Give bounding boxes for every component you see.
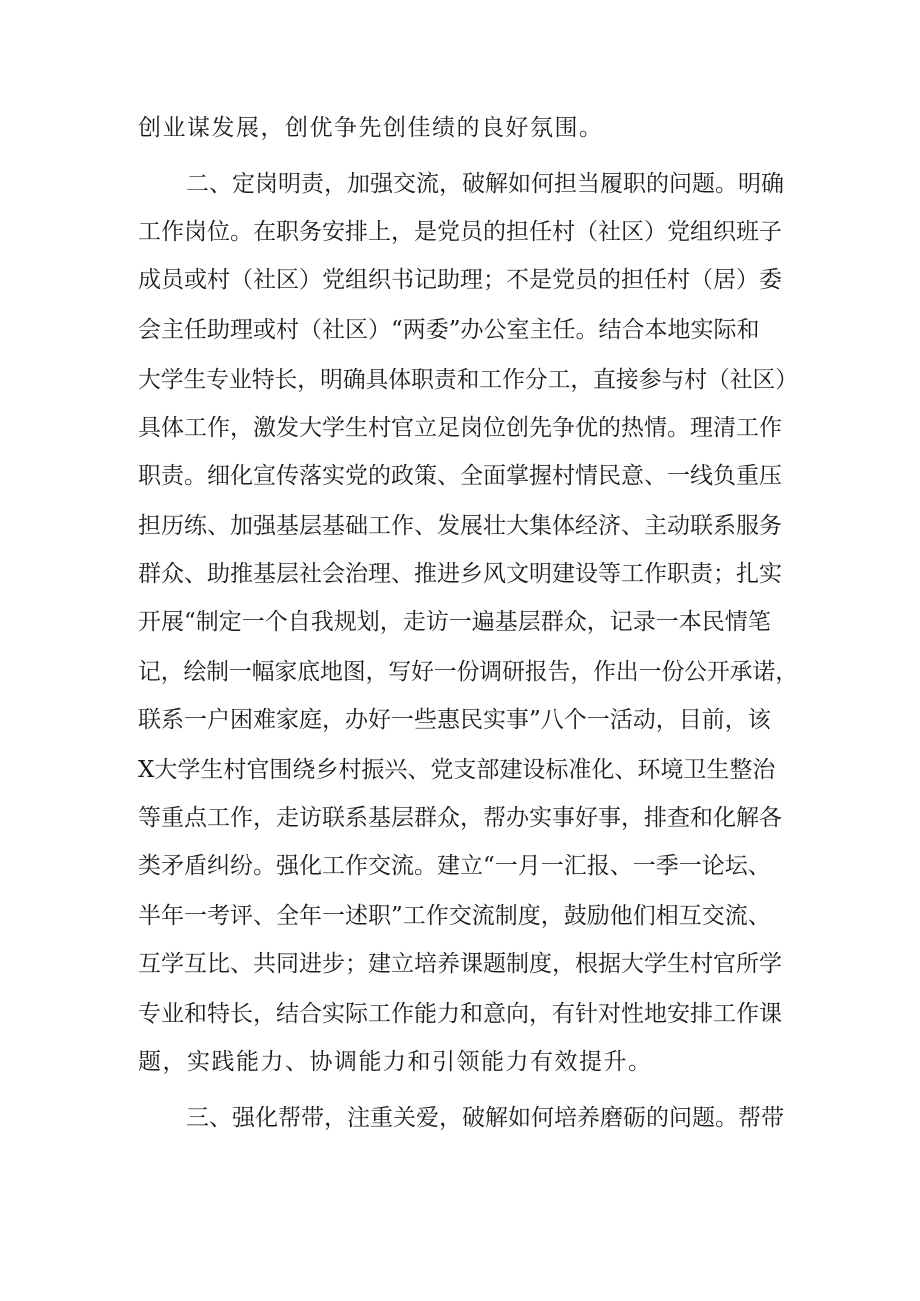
- text-line: 职责。细化宣传落实党的政策、全面掌握村情民意、一线负重压: [138, 463, 782, 489]
- text-line: 担历练、加强基层基础工作、发展壮大集体经济、主动联系服务: [138, 513, 782, 539]
- text-line: 会主任助理或村（社区）“两委”办公室主任。结合本地实际和: [138, 317, 760, 343]
- text-line: X大学生村官围绕乡村振兴、党支部建设标准化、环境卫生整治: [138, 757, 776, 783]
- text-line: 专业和特长，结合实际工作能力和意向，有针对性地安排工作课: [138, 1001, 782, 1027]
- text-line: 具体工作，激发大学生村官立足岗位创先争优的热情。理清工作: [138, 415, 782, 441]
- text-line: 互学互比、共同进步；建立培养课题制度，根据大学生村官所学: [138, 951, 782, 977]
- text-line: 题，实践能力、协调能力和引领能力有效提升。: [138, 1049, 653, 1075]
- paragraph-heading-line: 二、定岗明责，加强交流，破解如何担当履职的问题。明确: [186, 171, 784, 197]
- text-line: 创业谋发展，创优争先创佳绩的良好氛围。: [138, 115, 604, 141]
- text-line: 工作岗位。在职务安排上，是党员的担任村（社区）党组织班子: [138, 219, 782, 245]
- text-line: 联系一户困难家庭，办好一些惠民实事”八个一活动，目前，该: [138, 707, 771, 733]
- text-line: 类矛盾纠纷。强化工作交流。建立“一月一汇报、一季一论坛、: [138, 853, 771, 879]
- text-line: 群众、助推基层社会治理、推进乡风文明建设等工作职责；扎实: [138, 561, 782, 587]
- text-line: 成员或村（社区）党组织书记助理；不是党员的担任村（居）委: [138, 267, 782, 293]
- text-line: 大学生专业特长，明确具体职责和工作分工，直接参与村（社区）: [138, 367, 798, 393]
- text-line: 等重点工作，走访联系基层群众，帮办实事好事，排查和化解各: [138, 805, 782, 831]
- text-line: 半年一考评、全年一述职”工作交流制度，鼓励他们相互交流、: [138, 903, 771, 929]
- text-line: 记，绘制一幅家底地图，写好一份调研报告，作出一份公开承诺，: [138, 659, 798, 685]
- text-line: 开展“制定一个自我规划，走访一遍基层群众，记录一本民情笔: [138, 609, 771, 635]
- paragraph-heading-line: 三、强化帮带，注重关爱，破解如何培养磨砺的问题。帮带: [186, 1105, 784, 1131]
